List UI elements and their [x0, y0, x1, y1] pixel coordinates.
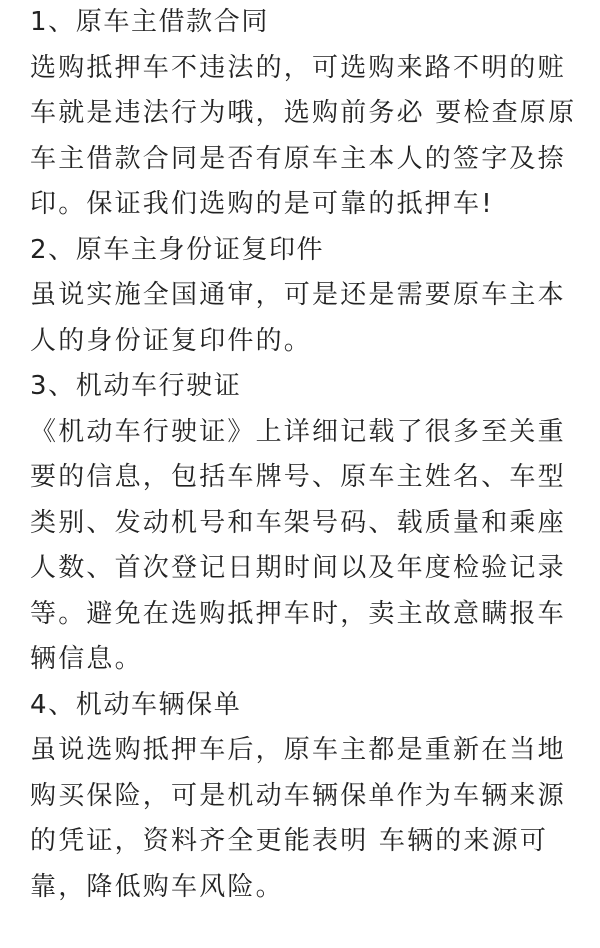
document-body — [30, 0, 586, 910]
section-4 — [30, 683, 586, 911]
text-line: 购买保险，可是机动车辆保单作为车辆来源 — [30, 780, 566, 811]
text-line: 人数、首次登记日期时间以及年度检验记录 — [30, 553, 566, 583]
text-line: 车就是违法行为哦，选购前务必 要检查原原 — [30, 98, 577, 128]
text-line: 要的信息，包括车牌号、原车主姓名、车型 — [30, 462, 566, 492]
text-line: 选购抵押车不违法的，可选购来路不明的赃 — [30, 52, 566, 83]
section-heading: 3、机动车行驶证 — [30, 371, 242, 401]
text-line: 靠，降低购车风险。 — [30, 871, 284, 902]
text-line: 印。保证我们选购的是可靠的抵押车! — [30, 189, 494, 219]
section-1 — [30, 0, 586, 228]
text-line: 的凭证，资料齐全更能表明 车辆的来源可 — [30, 826, 549, 856]
text-line: 车主借款合同是否有原车主本人的签字及捺 — [30, 143, 566, 174]
text-line: 虽说实施全国通审，可是还是需要原车主本 — [30, 280, 566, 310]
section-heading: 2、原车主身份证复印件 — [30, 234, 325, 265]
text-line: 辆信息。 — [30, 644, 143, 674]
section-3 — [30, 364, 586, 683]
section-heading: 1、原车主借款合同 — [30, 7, 269, 37]
text-line: 人的身份证复印件的。 — [30, 325, 313, 356]
section-2 — [30, 228, 586, 365]
text-line: 类别、发动机号和车架号码、载质量和乘座 — [30, 507, 566, 538]
text-line: 《机动车行驶证》上详细记载了很多至关重 — [30, 416, 566, 447]
text-line: 虽说选购抵押车后，原车主都是重新在当地 — [30, 735, 566, 765]
section-heading: 4、机动车辆保单 — [30, 689, 242, 720]
text-line: 等。避免在选购抵押车时，卖主故意瞒报车 — [30, 598, 566, 629]
